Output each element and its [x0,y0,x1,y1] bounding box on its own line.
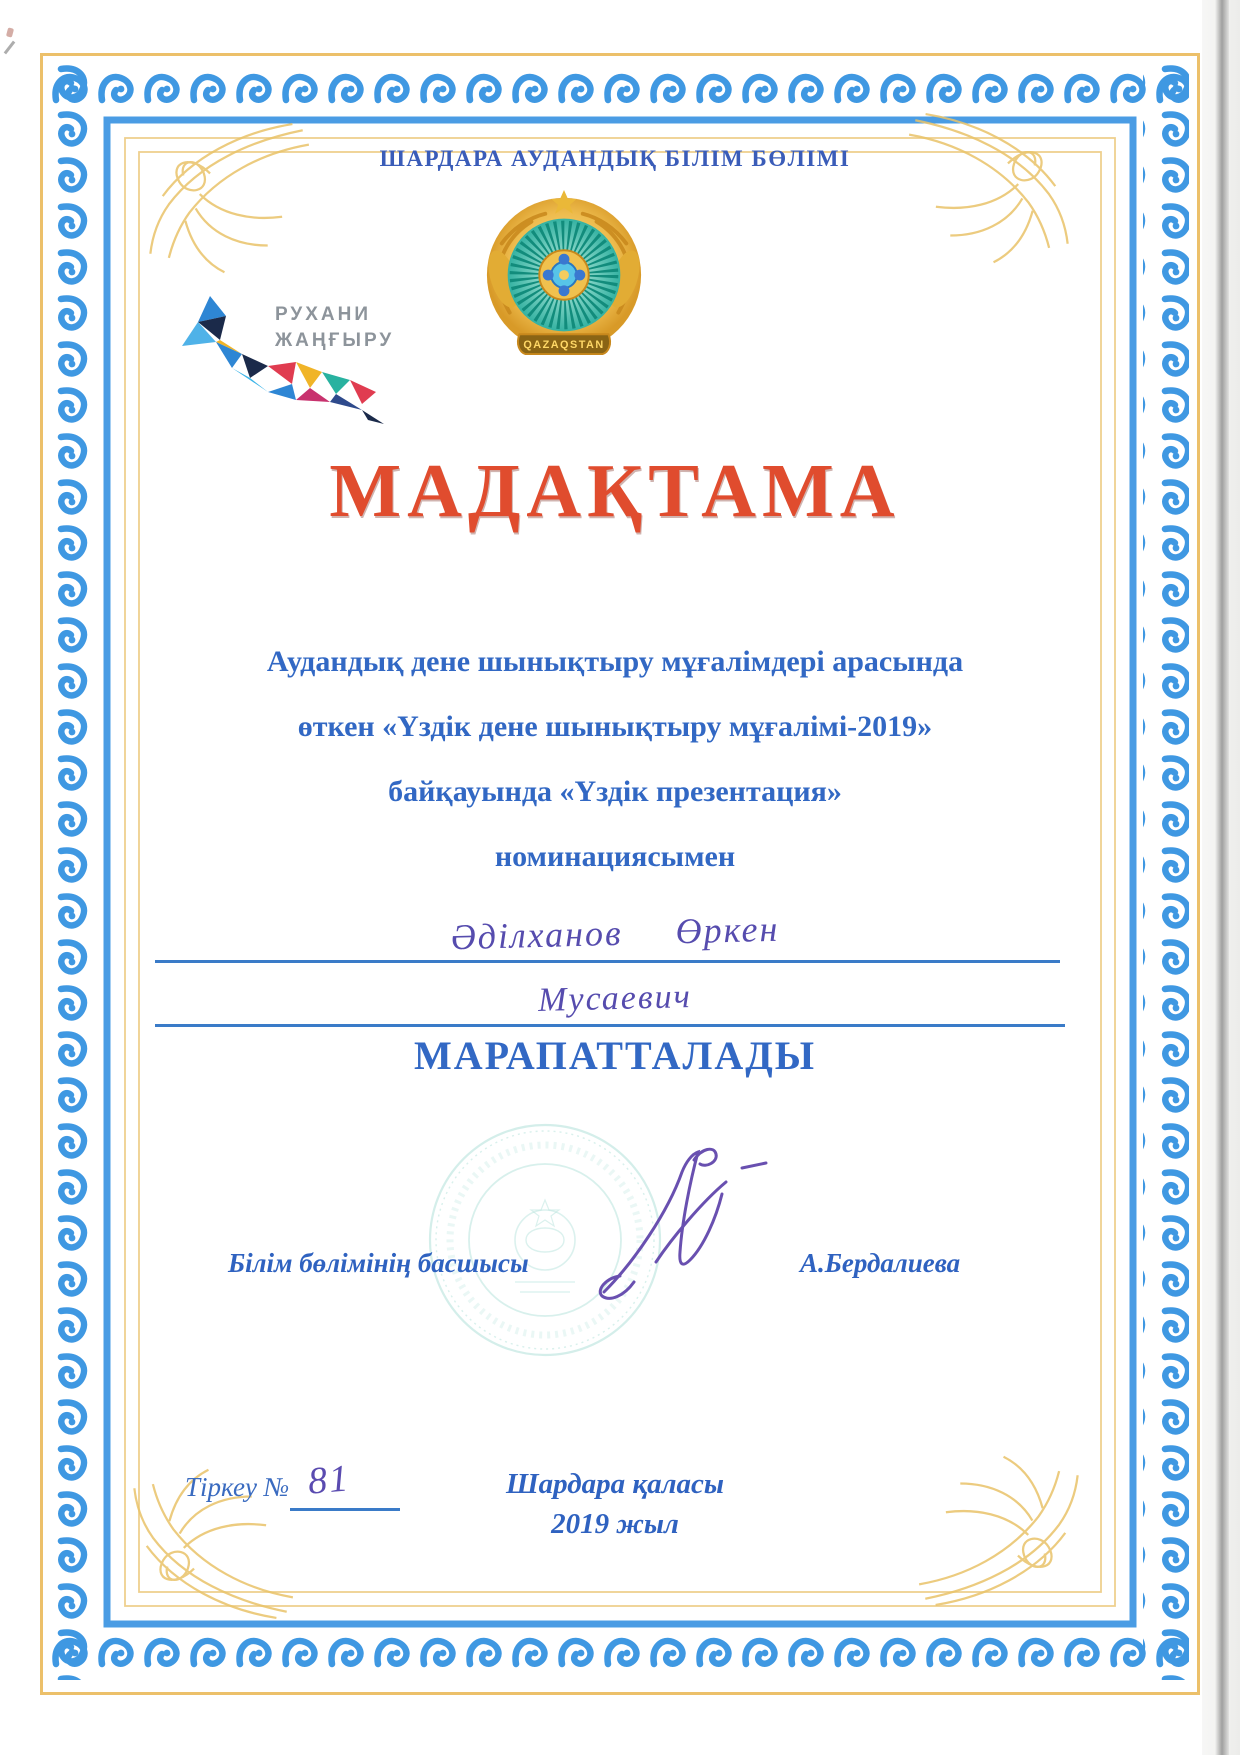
rukhani-zhangyru-wordmark [275,302,394,354]
signature-title-label: Білім бөлімінің басшысы [228,1248,529,1278]
recipient-patronymic-handwritten: Мусаевич [537,977,693,1020]
certificate-content [100,0,1130,1755]
registration-label: Тіркеу № [185,1472,290,1502]
kazakhstan-emblem [480,183,648,368]
issue-year: 2019 жыл [551,1508,679,1540]
logo-line-1: РУХАНИ [275,304,372,325]
name-underline [155,960,1060,963]
patronymic-underline [155,1024,1065,1027]
signatory-name: А.Бердалиева [800,1248,961,1278]
registration-number-handwritten: 81 [306,1457,352,1503]
award-statement: МАРАПАТТАЛАДЫ [413,1033,817,1078]
body-line-4: номинациясымен [494,840,736,873]
body-line-3: байқауында «Үздік презентация» [388,775,842,808]
body-line-2: өткен «Үздік дене шынықтыру мұғалімі-2019» [297,710,933,743]
city-name: Шардара қаласы [506,1468,724,1500]
scan-mark [4,41,16,55]
certificate-title: МАДАҚТАМА [329,449,901,533]
recipient-name-handwritten: Әділханов Өркен [450,908,780,958]
logo-line-2: ЖАҢҒЫРУ [275,330,395,351]
emblem-caption: QAZAQSTAN [523,339,605,352]
scan-mark [6,27,14,37]
body-line-1: Аудандық дене шынықтыру мұғалімдері арасында [266,645,964,678]
signature-stroke [570,1140,780,1315]
issuer-title: ШАРДАРА АУДАНДЫҚ БІЛІМ БӨЛІМІ [379,146,851,171]
scan-edge-shadow [1215,0,1229,1755]
